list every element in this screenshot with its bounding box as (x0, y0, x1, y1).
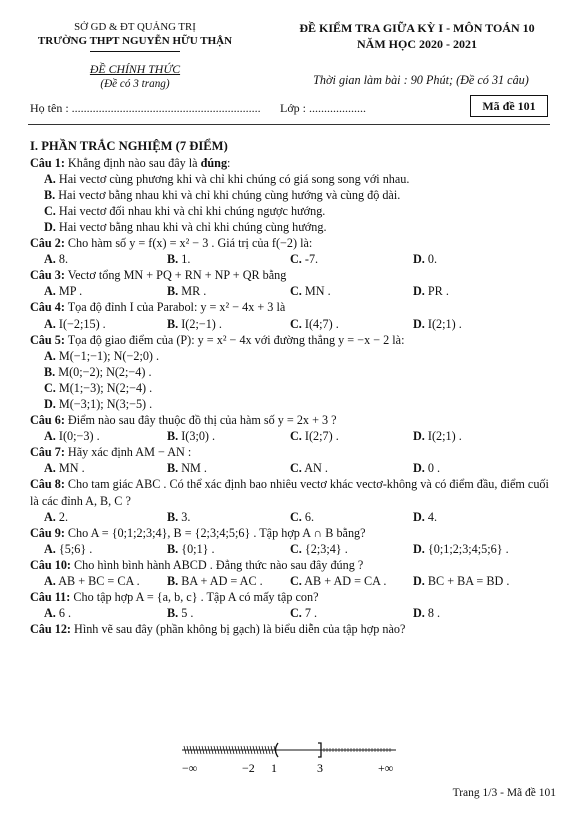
options-row (30, 541, 560, 557)
option-b (167, 428, 290, 444)
option-text: Hai vectơ bằng nhau khi và chỉ khi chúng cùng hướng và cùng độ dài. (58, 187, 401, 202)
question-stem (30, 621, 560, 637)
option-key: D. (413, 509, 425, 524)
option-d (413, 605, 536, 621)
option-c (290, 541, 413, 557)
question-stem (30, 412, 560, 428)
option-b (167, 283, 290, 299)
question-stem (30, 267, 560, 283)
option-key: A. (44, 606, 56, 621)
question-text: Cho tập hợp A = {a, b, c} . Tập A có mấy tập con? (73, 590, 319, 605)
option-text: I(3;0) . (181, 429, 216, 444)
option-a (44, 573, 167, 589)
question-5 (30, 332, 560, 412)
option-key: A. (44, 541, 56, 556)
option-text: I(2;1) . (427, 429, 462, 444)
question-text: Điểm nào sau đây thuộc đồ thị của hàm số y = 2x + 3 ? (67, 413, 337, 428)
option-c (290, 316, 413, 332)
question-1 (30, 155, 560, 235)
option-key: D. (413, 461, 425, 476)
option-text: I(−2;15) . (58, 316, 106, 331)
question-label: Câu 12: (30, 622, 71, 637)
page-count: (Đề có 3 trang) (100, 78, 170, 91)
option-text: I(2;1) . (427, 316, 462, 331)
option-a (44, 541, 167, 557)
option-key: A. (44, 171, 56, 186)
exam-time: Thời gian làm bài : 90 Phút; (Đề có 31 câu) (313, 73, 529, 87)
option-text: {0;1;2;3;4;5;6} . (427, 541, 509, 556)
question-text: Khẳng định nào sau đây là (67, 155, 198, 170)
number-line-figure (178, 740, 408, 776)
option-text: MR . (181, 284, 207, 299)
question-label: Câu 11: (30, 590, 71, 605)
option-text: {2;3;4} . (304, 541, 348, 556)
option-key: C. (290, 429, 302, 444)
option-text: 5 . (181, 606, 194, 621)
question-11 (30, 589, 560, 621)
option-text: {0;1} . (181, 541, 215, 556)
option-text: 4. (427, 509, 438, 524)
class-field: Lớp : ................... (280, 101, 367, 115)
option-key: A. (44, 316, 56, 331)
option-b (167, 541, 290, 557)
option-d (413, 283, 536, 299)
option-a (44, 509, 167, 525)
page-footer: Trang 1/3 - Mã đề 101 (452, 787, 556, 799)
option-key: D. (413, 574, 425, 589)
option-key: C. (44, 380, 56, 395)
option-key: A. (44, 509, 56, 524)
option-key: B. (167, 606, 179, 621)
question-label: Câu 8: (30, 477, 65, 492)
label-minus-2: −2 (242, 761, 255, 775)
question-stem (30, 235, 560, 251)
label-pos-inf: +∞ (378, 761, 394, 775)
question-label: Câu 5: (30, 332, 65, 347)
question-list (30, 155, 560, 638)
option-key: D. (413, 606, 425, 621)
option-text: M(−3;1); N(3;−5) . (58, 397, 153, 412)
school-year: NĂM HỌC 2020 - 2021 (357, 37, 477, 52)
option-d (413, 541, 536, 557)
option-key: A. (44, 284, 56, 299)
option-c (290, 605, 413, 621)
option-text: 1. (181, 252, 191, 267)
school-header (20, 20, 250, 92)
option-key: C. (290, 461, 302, 476)
question-2 (30, 235, 560, 267)
option-a (44, 460, 167, 476)
option-key: B. (167, 541, 179, 556)
option-c (30, 203, 560, 219)
question-stem (30, 476, 560, 508)
option-key: B. (167, 574, 179, 589)
option-text: 7 . (304, 606, 318, 621)
department-name: SỞ GD & ĐT QUẢNG TRỊ (74, 21, 196, 33)
option-b (167, 605, 290, 621)
option-key: B. (167, 284, 179, 299)
exam-title: ĐỀ KIỂM TRA GIỮA KỲ I - MÔN TOÁN 10 (299, 21, 535, 35)
question-text: Cho hình bình hành ABCD . Đẳng thức nào sau đây đúng ? (74, 557, 364, 572)
option-key: D. (413, 284, 425, 299)
question-stem (30, 299, 560, 315)
option-key: C. (290, 509, 302, 524)
option-text: -7. (304, 252, 319, 267)
question-tail: : (227, 155, 231, 170)
option-key: B. (44, 364, 56, 379)
exam-header (268, 20, 566, 52)
option-a (44, 316, 167, 332)
option-b (167, 251, 290, 267)
header-rule (90, 51, 180, 52)
option-key: B. (167, 461, 179, 476)
student-name-field: Họ tên : ............................................................... (30, 101, 261, 115)
option-text: Hai vectơ đối nhau khi và chỉ khi chúng ngược hướng. (58, 203, 326, 218)
label-neg-inf: −∞ (182, 761, 198, 775)
option-c (290, 428, 413, 444)
option-text: 0. (427, 252, 438, 267)
question-8 (30, 476, 560, 524)
question-label: Câu 1: (30, 155, 65, 170)
option-key: B. (167, 316, 179, 331)
option-text: 2. (58, 509, 69, 524)
option-text: BC + BA = BD . (427, 574, 510, 589)
option-d (30, 396, 560, 412)
question-label: Câu 2: (30, 236, 65, 251)
option-key: A. (44, 429, 56, 444)
options-row (30, 428, 560, 444)
options-row (30, 509, 560, 525)
option-text: PR . (427, 284, 449, 299)
option-key: B. (167, 509, 179, 524)
question-label: Câu 4: (30, 300, 65, 315)
option-c (30, 380, 560, 396)
option-key: A. (44, 252, 56, 267)
option-a (30, 348, 560, 364)
option-text: {5;6} . (58, 541, 93, 556)
option-text: I(4;7) . (304, 316, 339, 331)
question-label: Câu 9: (30, 525, 65, 540)
option-d (30, 219, 560, 235)
option-b (167, 509, 290, 525)
option-text: 8. (58, 252, 69, 267)
option-key: D. (413, 429, 425, 444)
option-key: A. (44, 461, 56, 476)
option-d (413, 509, 536, 525)
option-key: B. (167, 252, 179, 267)
option-text: AB + BC = CA . (58, 574, 140, 589)
option-b (30, 364, 560, 380)
header-divider (28, 124, 550, 125)
option-key: C. (290, 541, 302, 556)
option-d (413, 251, 536, 267)
question-4 (30, 299, 560, 331)
option-text: 0 . (427, 461, 441, 476)
question-label: Câu 3: (30, 268, 65, 283)
question-10 (30, 557, 560, 589)
option-c (290, 283, 413, 299)
option-d (413, 460, 536, 476)
option-text: MP . (58, 284, 83, 299)
option-key: C. (44, 203, 56, 218)
section-title: I. PHẦN TRẮC NGHIỆM (7 ĐIỂM) (30, 139, 228, 153)
question-stem (30, 589, 560, 605)
option-key: B. (167, 429, 179, 444)
question-stem (30, 155, 560, 171)
option-key: C. (290, 284, 302, 299)
option-c (290, 460, 413, 476)
option-a (30, 171, 560, 187)
question-stem (30, 332, 560, 348)
question-label: Câu 10: (30, 557, 71, 572)
option-text: I(2;−1) . (181, 316, 222, 331)
question-text: Vectơ tổng MN + PQ + RN + NP + QR bằng (67, 268, 287, 283)
question-9 (30, 525, 560, 557)
question-text: Cho tam giác ABC . Có thể xác định bao nhiêu vectơ khác vectơ-không và có điểm đầu, điểm cuối là các đỉnh A, B, C ? (30, 477, 549, 508)
option-d (413, 316, 536, 332)
option-c (290, 509, 413, 525)
question-stem (30, 557, 560, 573)
option-text: AB + AD = CA . (304, 574, 387, 589)
options-row (30, 251, 560, 267)
option-key: C. (290, 316, 302, 331)
option-text: I(2;7) . (304, 429, 339, 444)
option-c (290, 251, 413, 267)
option-text: AN . (304, 461, 328, 476)
question-emphasis: đúng (200, 155, 228, 170)
question-3 (30, 267, 560, 299)
options-row (30, 283, 560, 299)
option-text: M(−1;−1); N(−2;0) . (58, 348, 160, 363)
option-key: D. (44, 397, 56, 412)
question-stem (30, 525, 560, 541)
question-label: Câu 6: (30, 413, 65, 428)
option-key: A. (44, 348, 56, 363)
question-6 (30, 412, 560, 444)
option-c (290, 573, 413, 589)
option-key: D. (413, 316, 425, 331)
option-key: B. (44, 187, 56, 202)
option-key: C. (290, 574, 302, 589)
school-name: TRƯỜNG THPT NGUYỄN HỮU THẬN (37, 35, 233, 48)
option-b (167, 460, 290, 476)
option-text: NM . (181, 461, 207, 476)
question-text: Tọa độ đỉnh I của Parabol: y = x² − 4x + 3 là (67, 300, 286, 315)
option-b (167, 573, 290, 589)
option-text: MN . (304, 284, 331, 299)
option-b (167, 316, 290, 332)
question-text: Hình vẽ sau đây (phần không bị gạch) là biểu diễn của tập hợp nào? (74, 622, 406, 637)
options-row (30, 460, 560, 476)
option-text: MN . (58, 461, 85, 476)
option-key: C. (290, 252, 302, 267)
option-a (44, 283, 167, 299)
question-stem (30, 444, 560, 460)
option-text: 8 . (427, 606, 441, 621)
question-text: Tọa độ giao điểm của (P): y = x² − 4x với đường thẳng y = −x − 2 là: (67, 332, 405, 347)
option-text: 3. (181, 509, 191, 524)
option-b (30, 187, 560, 203)
option-text: Hai vectơ bằng nhau khi và chỉ khi chúng cùng hướng. (58, 219, 327, 234)
option-text: M(1;−3); N(2;−4) . (58, 380, 153, 395)
option-key: C. (290, 606, 302, 621)
option-d (413, 573, 536, 589)
option-a (44, 251, 167, 267)
label-3: 3 (317, 761, 323, 775)
option-key: D. (44, 219, 56, 234)
option-text: M(0;−2); N(2;−4) . (58, 364, 152, 379)
option-text: 6. (304, 509, 315, 524)
options-row (30, 573, 560, 589)
question-12 (30, 621, 560, 637)
label-1: 1 (271, 761, 277, 775)
option-text: Hai vectơ cùng phương khi và chỉ khi chúng có giá song song với nhau. (58, 171, 410, 186)
option-key: D. (413, 252, 425, 267)
option-a (44, 605, 167, 621)
option-text: 6 . (58, 606, 72, 621)
official-label: ĐỀ CHÍNH THỨC (89, 61, 181, 76)
exam-code-box: Mã đề 101 (470, 95, 548, 117)
option-d (413, 428, 536, 444)
question-text: Cho hàm số y = f(x) = x² − 3 . Giá trị của f(−2) là: (67, 236, 313, 251)
question-text: Hãy xác định AM − AN : (67, 445, 192, 460)
option-a (44, 428, 167, 444)
options-row (30, 316, 560, 332)
options-row (30, 605, 560, 621)
option-key: D. (413, 541, 425, 556)
option-text: I(0;−3) . (58, 429, 100, 444)
question-label: Câu 7: (30, 445, 65, 460)
question-7 (30, 444, 560, 476)
option-key: A. (44, 574, 56, 589)
option-text: BA + AD = AC . (181, 574, 263, 589)
questions-area (30, 138, 560, 637)
question-text: Cho A = {0;1;2;3;4}, B = {2;3;4;5;6} . Tập hợp A ∩ B bằng? (67, 525, 366, 540)
